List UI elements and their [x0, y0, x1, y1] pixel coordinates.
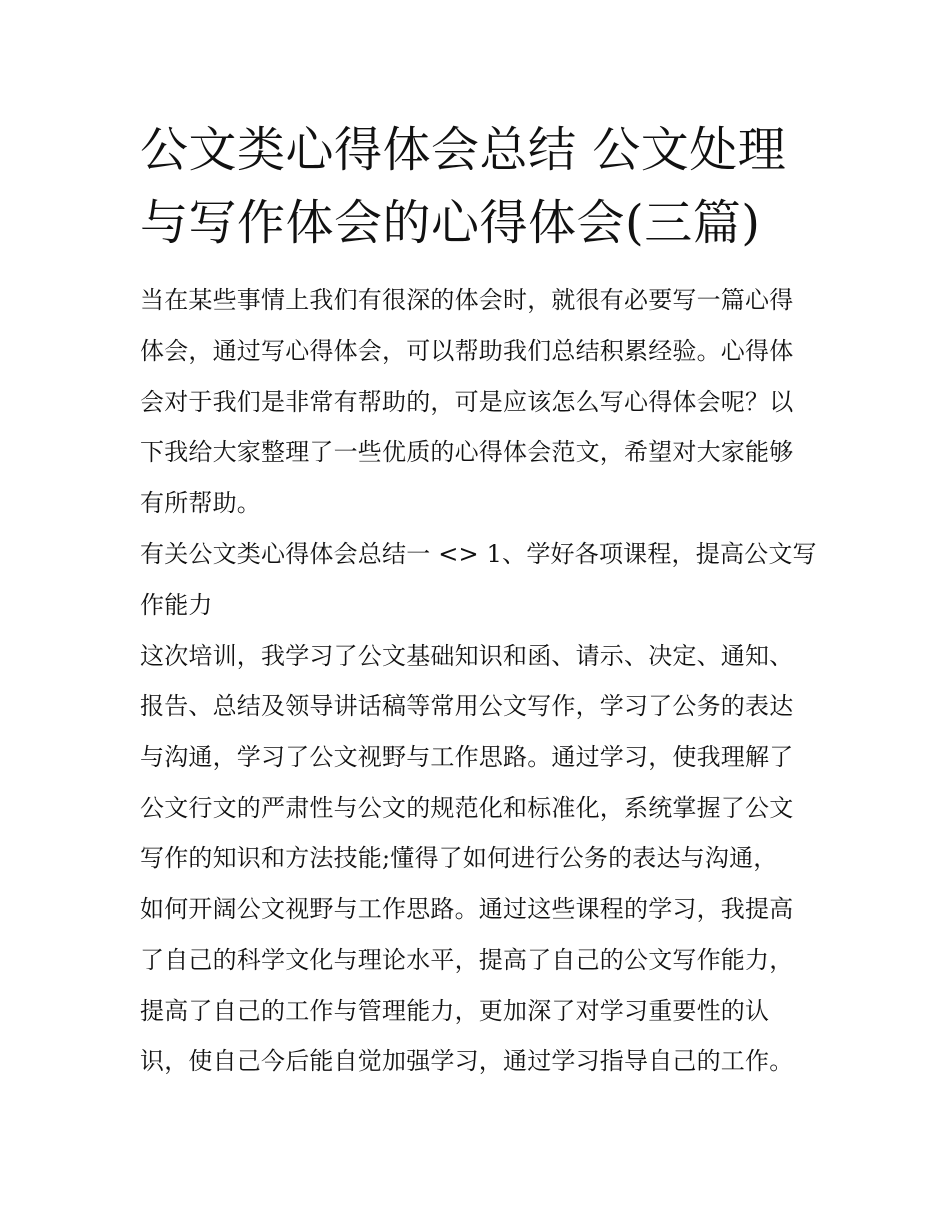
text-line: 了自己的科学文化与理论水平，提高了自己的公文写作能力， [140, 946, 794, 974]
title-line: 与写作体会的心得体会(三篇) [140, 195, 761, 251]
text-line: 当在某些事情上我们有很深的体会时，就很有必要写一篇心得 [140, 286, 794, 314]
text-line: 会对于我们是非常有帮助的，可是应该怎么写心得体会呢？以 [140, 388, 794, 416]
text-line: 下我给大家整理了一些优质的心得体会范文，希望对大家能够 [140, 438, 794, 466]
text-line: 有所帮助。 [140, 489, 261, 517]
text-line: 有关公文类心得体会总结一 <> 1、学好各项课程，提高公文写 [140, 540, 817, 568]
text-line: 公文行文的严肃性与公文的规范化和标准化，系统掌握了公文 [140, 794, 794, 822]
text-line: 写作的知识和方法技能;懂得了如何进行公务的表达与沟通， [140, 844, 778, 872]
text-line: 这次培训，我学习了公文基础知识和函、请示、决定、通知、 [140, 642, 794, 670]
text-line: 如何开阔公文视野与工作思路。通过这些课程的学习，我提高 [140, 895, 794, 923]
text-line: 提高了自己的工作与管理能力，更加深了对学习重要性的认 [140, 997, 770, 1025]
text-line: 报告、总结及领导讲话稿等常用公文写作，学习了公务的表达 [140, 692, 794, 720]
text-line: 与沟通，学习了公文视野与工作思路。通过学习，使我理解了 [140, 743, 794, 771]
text-line: 作能力 [140, 591, 213, 619]
text-line: 识，使自己今后能自觉加强学习，通过学习指导自己的工作。 [140, 1047, 794, 1075]
text-line: 体会，通过写心得体会，可以帮助我们总结积累经验。心得体 [140, 337, 794, 365]
title-line: 公文类心得体会总结 公文处理 [140, 122, 787, 178]
document-title [140, 114, 820, 260]
